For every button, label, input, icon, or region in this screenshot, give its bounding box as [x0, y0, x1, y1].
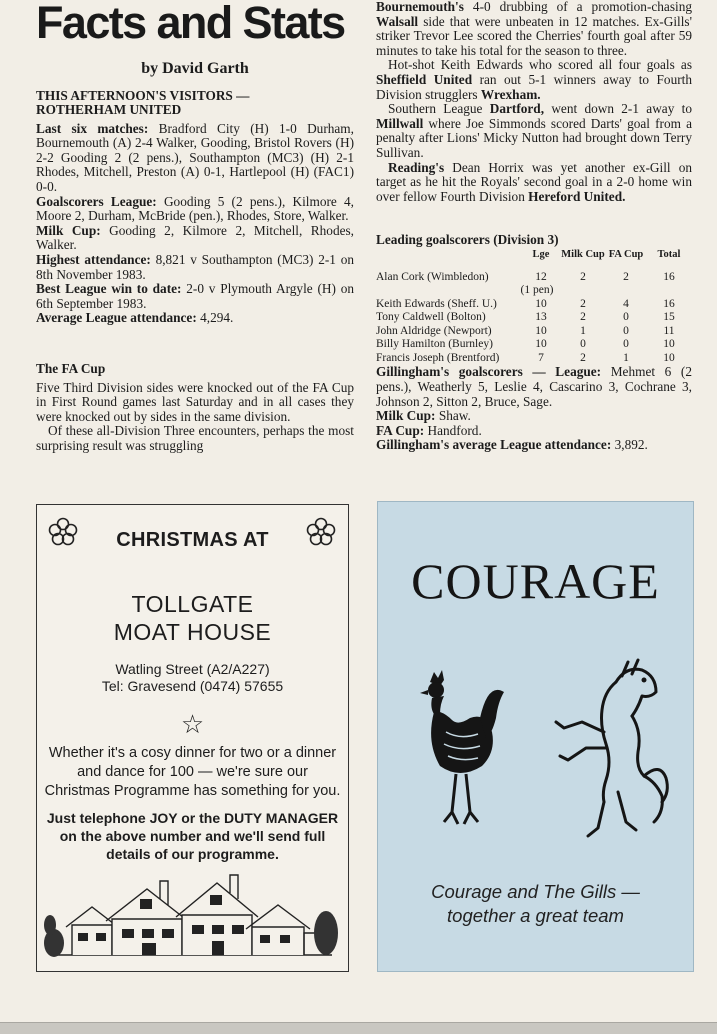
- wrexham-bold: Wrexham.: [480, 86, 541, 102]
- millwall-bold: Millwall: [376, 115, 424, 131]
- milk-cup-label: Milk Cup:: [36, 222, 101, 238]
- cockerel-icon: [400, 662, 510, 847]
- table-row: [376, 311, 692, 325]
- courage-advert: [377, 501, 694, 972]
- table-row: [376, 298, 692, 312]
- dartford-text-c: where Joe Simmonds scored Darts' goal from a penalty after Lions' Micky Nutton had brought down Terry Sullivan.: [376, 115, 692, 160]
- best-win-label: Best League win to date:: [36, 281, 182, 297]
- milk-cup-goals: 2: [580, 311, 586, 324]
- lge-goals: 7: [538, 351, 544, 364]
- table-row: [376, 352, 692, 366]
- white-horse-icon: [546, 652, 676, 852]
- milk-cup-goals: 1: [580, 324, 586, 337]
- table-row: [376, 338, 692, 352]
- page-bottom-edge: [0, 1022, 717, 1034]
- header-player: [376, 248, 522, 261]
- total-goals: 11: [663, 324, 675, 337]
- hotel-name-line2: MOAT HOUSE: [113, 619, 272, 645]
- fa-cup-goals: 2: [623, 270, 629, 283]
- player-name: Billy Hamilton (Burnley): [376, 338, 493, 351]
- highest-attendance-label: Highest attendance:: [36, 251, 151, 267]
- hotel-address: [37, 661, 348, 695]
- article-para-sheffield: [376, 58, 692, 102]
- ad-copy: Whether it's a cosy dinner for two or a dinner and dance for 100 — we're sure our Christmas Programme has something for you.: [44, 745, 341, 799]
- header-milk-cup: Milk Cup: [561, 248, 605, 260]
- byline: by David Garth: [141, 60, 249, 77]
- ad-call-to-action: Just telephone JOY or the DUTY MANAGER on the above number and we'll send full details of our programme.: [46, 810, 339, 862]
- tollgate-advert: [36, 504, 349, 972]
- lge-goals: 10: [535, 324, 547, 337]
- star-icon: ☆: [180, 709, 205, 739]
- left-column: [36, 0, 354, 453]
- header-lge: Lge: [532, 248, 550, 260]
- gills-scorers-text: Mehmet 6 (2 pens.), Weatherly 5, Leslie 4, Cascarino 3, Cochrane 3, Johnson 2, Sitton 2, Bruce, Sage.: [376, 364, 693, 409]
- table-row: [376, 271, 692, 298]
- pen-note: (1 pen): [520, 284, 554, 297]
- leading-goalscorers-table: [376, 248, 692, 366]
- gillingham-fa-cup: [376, 424, 692, 439]
- reading-bold: Reading's: [388, 159, 445, 175]
- gillingham-milk-cup: [376, 409, 692, 424]
- lge-goals: 10: [535, 297, 547, 310]
- article-para-bournemouth: [376, 0, 692, 58]
- dartford-text-b: went down 2-1 away to: [551, 101, 692, 117]
- total-goals: 16: [663, 270, 675, 283]
- highest-attendance: [36, 253, 354, 282]
- visitors-heading-line2: ROTHERHAM UNITED: [36, 101, 182, 117]
- milk-cup-goals: 2: [580, 270, 586, 283]
- reading-text-a: Dean Horrix was yet another ex-Gill on target as he hit the Royals' second goal in a 2-0 home win over fellow Fourth Division: [376, 159, 692, 204]
- visitors-heading-line1: THIS AFTERNOON'S VISITORS —: [36, 87, 250, 103]
- gills-milk-label: Milk Cup:: [376, 408, 436, 424]
- dartford-text-a: Southern League: [388, 101, 483, 117]
- gills-avg-label: Gillingham's average League attendance:: [376, 437, 612, 453]
- player-name: Francis Joseph (Brentford): [376, 351, 500, 364]
- hotel-name: [37, 590, 348, 646]
- hotel-name-line1: TOLLGATE: [131, 591, 254, 617]
- fa-cup-goals: 1: [623, 351, 629, 364]
- gills-scorers-label: Gillingham's goalscorers — League:: [376, 364, 602, 380]
- total-goals: 10: [663, 351, 675, 364]
- gillingham-goalscorers: [376, 365, 692, 409]
- sheffield-text-a: Hot-shot Keith Edwards who scored all four goals as: [388, 57, 692, 73]
- slogan-line2: together a great team: [447, 905, 624, 926]
- ad-headline: CHRISTMAS AT: [116, 529, 269, 551]
- fa-cup-goals: 4: [623, 297, 629, 310]
- highest-attendance-text: 8,821 v Southampton (MC3) 2-1 on 8th November 1983.: [36, 251, 354, 282]
- fa-cup-para2: Of these all-Division Three encounters, perhaps the most surprising result was struggling: [36, 423, 354, 453]
- fa-cup-goals: 0: [623, 324, 629, 337]
- table-spacer: [376, 261, 692, 271]
- bournemouth-text-a: 4-0 drubbing of a promotion-chasing: [472, 0, 692, 14]
- milk-cup-goals: 2: [580, 351, 586, 364]
- gillingham-average-attendance: [376, 438, 692, 453]
- player-name: Keith Edwards (Sheff. U.): [376, 297, 497, 310]
- lge-goals: 10: [535, 338, 547, 351]
- fa-cup-para1: Five Third Division sides were knocked out of the FA Cup in First Round games last Saturday and in all cases they were knocked out by sides in the same division.: [36, 379, 354, 424]
- milk-cup-goals: 2: [580, 297, 586, 310]
- right-column: [376, 0, 692, 453]
- milk-cup-scorers: [36, 224, 354, 253]
- goalscorers-league: [36, 195, 354, 224]
- leading-goalscorers-heading: Leading goalscorers (Division 3): [376, 232, 559, 248]
- visitors-heading: [36, 89, 354, 117]
- bournemouth-bold: Bournemouth's: [376, 0, 464, 14]
- lge-goals: 13: [535, 311, 547, 324]
- average-attendance-label: Average League attendance:: [36, 310, 197, 326]
- article-para-dartford: [376, 102, 692, 160]
- telephone-line: Tel: Gravesend (0474) 57655: [101, 678, 284, 694]
- player-name: Alan Cork (Wimbledon): [376, 270, 489, 283]
- player-name: John Aldridge (Newport): [376, 324, 492, 337]
- last-six-text: Bradford City (H) 1-0 Durham, Bournemouth (A) 2-4 Walker, Gooding, Bristol Rovers (H) 2-2 Gooding 2 (2 pens.), Southampton (MC3) (H) 2-1 Rhodes, Mitchell, Preston (A) 0-1, Hartlepool (H) (FAC1) 0-0.: [36, 120, 354, 194]
- table-row: [376, 325, 692, 339]
- best-win-text: 2-0 v Plymouth Argyle (H) on 6th September 1983.: [36, 281, 355, 311]
- gills-fa-label: FA Cup:: [376, 422, 425, 438]
- hotel-building-illustration: [42, 863, 342, 963]
- player-name: Tony Caldwell (Bolton): [376, 311, 486, 324]
- page-title: Facts and Stats: [36, 0, 345, 48]
- flower-icon: [305, 517, 337, 547]
- bournemouth-text-b: side that were unbeaten in 12 matches. Ex-Gills' striker Trevor Lee scored the Cherries' fourth goal after 59 minutes to take his total for the season to three.: [376, 13, 692, 58]
- gills-milk-text: Shaw.: [438, 408, 471, 424]
- lge-goals: 12: [535, 270, 547, 283]
- best-league-win: [36, 282, 354, 311]
- last-six-matches: [36, 122, 354, 195]
- average-attendance: [36, 311, 354, 326]
- goalscorers-text: Gooding 5 (2 pens.), Kilmore 4, Moore 2, Durham, McBride (pen.), Rhodes, Store, Walker.: [36, 193, 354, 224]
- dartford-bold: Dartford,: [489, 101, 545, 117]
- courage-brand: COURAGE: [411, 553, 660, 609]
- lge-goals-cell: [522, 271, 560, 298]
- gills-fa-text: Handford.: [427, 422, 482, 438]
- milk-cup-goals: 0: [580, 338, 586, 351]
- sheffield-bold: Sheffield United: [376, 71, 473, 87]
- average-attendance-text: 4,294.: [200, 310, 234, 326]
- header-fa-cup: FA Cup: [608, 248, 644, 260]
- article-para-reading: [376, 161, 692, 205]
- address-line: Watling Street (A2/A227): [115, 661, 270, 677]
- total-goals: 10: [663, 338, 675, 351]
- fa-cup-heading: The FA Cup: [36, 360, 106, 376]
- slogan-line1: Courage and The Gills —: [431, 881, 640, 902]
- hereford-bold: Hereford United.: [528, 188, 626, 204]
- walsall-bold: Walsall: [376, 13, 419, 29]
- milk-cup-text: Gooding 2, Kilmore 2, Mitchell, Rhodes, Walker.: [36, 222, 355, 253]
- sheffield-text-b: ran out 5-1 winners away to Fourth Division strugglers: [376, 71, 692, 102]
- flower-icon: [47, 517, 79, 547]
- spacer-cell: [376, 261, 692, 271]
- table-header-row: [376, 248, 692, 261]
- gills-avg-text: 3,892.: [614, 437, 648, 453]
- header-total: Total: [657, 248, 681, 260]
- total-goals: 16: [663, 297, 675, 310]
- last-six-label: Last six matches:: [36, 120, 149, 136]
- fa-cup-goals: 0: [623, 311, 629, 324]
- courage-slogan: [378, 880, 693, 928]
- goalscorers-label: Goalscorers League:: [36, 193, 157, 209]
- total-goals: 15: [663, 311, 675, 324]
- fa-cup-goals: 0: [623, 338, 629, 351]
